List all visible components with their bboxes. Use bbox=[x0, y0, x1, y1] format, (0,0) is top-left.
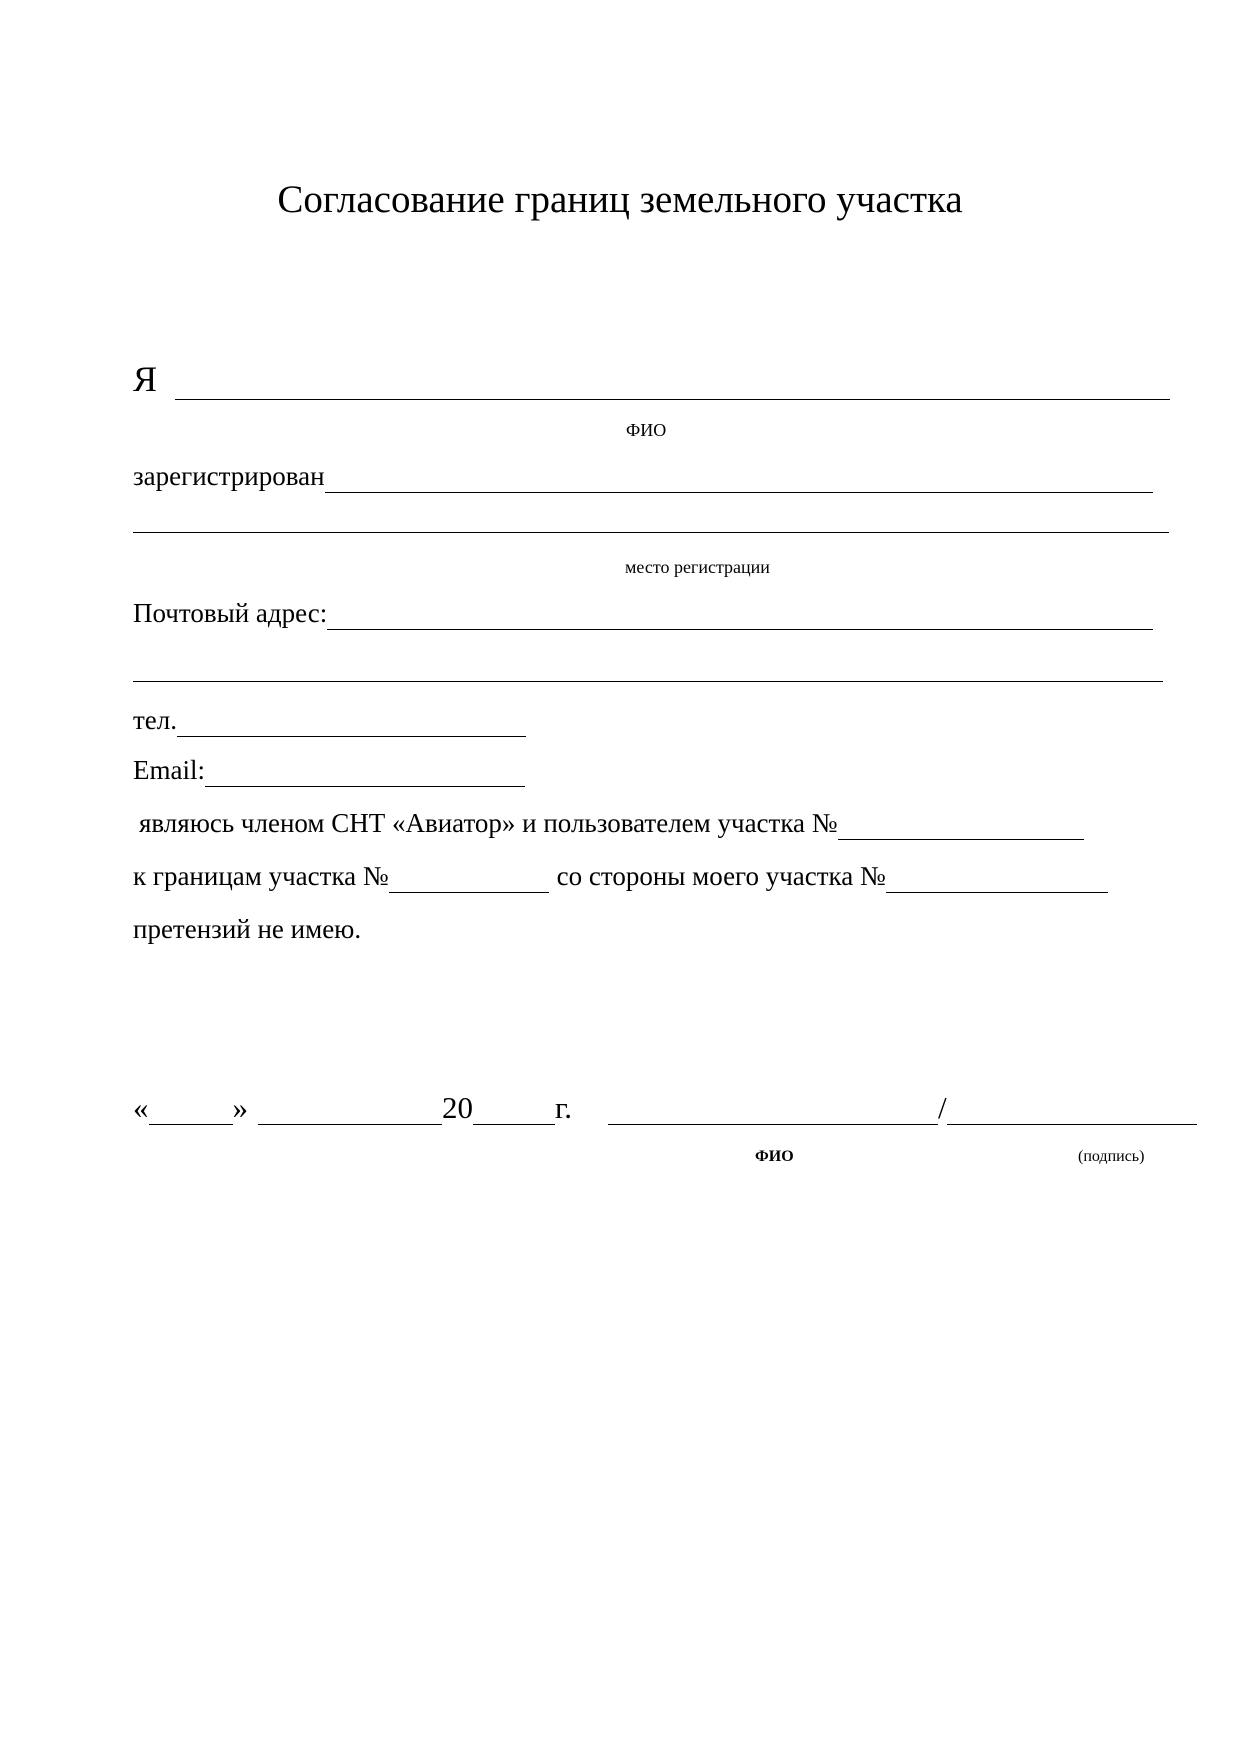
postal-address-field-continued[interactable] bbox=[133, 653, 1163, 682]
slash: / bbox=[937, 1090, 947, 1125]
day-field[interactable] bbox=[149, 1090, 233, 1125]
label-phone: тел. bbox=[133, 705, 178, 735]
member-text: являюсь членом СНТ «Авиатор» и пользователем участка № bbox=[139, 808, 838, 838]
email-field[interactable] bbox=[205, 758, 525, 787]
line-name bbox=[133, 358, 1170, 400]
name-field[interactable] bbox=[175, 365, 1170, 400]
claims-text: претензий не имею. bbox=[133, 914, 362, 944]
phone-field[interactable] bbox=[177, 708, 526, 737]
line-registered-cont bbox=[133, 504, 1169, 533]
caption-fio: ФИО bbox=[626, 420, 667, 440]
line-email bbox=[133, 753, 525, 787]
caption-registration: место регистрации bbox=[625, 557, 770, 577]
postal-address-field[interactable] bbox=[327, 601, 1153, 630]
line-claims bbox=[133, 912, 361, 946]
month-field[interactable] bbox=[258, 1090, 442, 1125]
label-email: Email: bbox=[133, 755, 205, 785]
borders-text-a: к границам участка № bbox=[133, 861, 389, 891]
plot-number-field[interactable] bbox=[838, 811, 1084, 840]
line-borders bbox=[133, 859, 1108, 893]
quote-open: « bbox=[133, 1090, 149, 1125]
line-phone bbox=[133, 703, 526, 737]
own-plot-number-field[interactable] bbox=[886, 864, 1108, 893]
neighbor-plot-number-field[interactable] bbox=[389, 864, 549, 893]
document-title: Согласование границ земельного участка bbox=[277, 178, 963, 221]
label-registered: зарегистрирован bbox=[133, 461, 325, 491]
line-member bbox=[139, 806, 1084, 840]
date-signature-row bbox=[133, 1090, 1197, 1125]
line-registered bbox=[133, 459, 1153, 493]
quote-close: » bbox=[232, 1090, 248, 1125]
year-field[interactable] bbox=[473, 1090, 555, 1125]
signature-fio-field[interactable] bbox=[608, 1090, 938, 1125]
registration-field[interactable] bbox=[325, 464, 1153, 493]
borders-text-b: со стороны моего участка № bbox=[556, 861, 886, 891]
label-i: Я bbox=[133, 359, 158, 399]
caption-signature: (подпись) bbox=[1078, 1148, 1145, 1165]
line-postal-cont bbox=[133, 653, 1163, 682]
line-postal bbox=[133, 596, 1153, 630]
signature-field[interactable] bbox=[947, 1090, 1197, 1125]
caption-signature-fio: ФИО bbox=[755, 1148, 794, 1165]
registration-field-continued[interactable] bbox=[133, 504, 1169, 533]
year-suffix: г. bbox=[555, 1090, 572, 1125]
year-prefix: 20 bbox=[442, 1090, 473, 1125]
label-postal: Почтовый адрес: bbox=[133, 598, 328, 628]
